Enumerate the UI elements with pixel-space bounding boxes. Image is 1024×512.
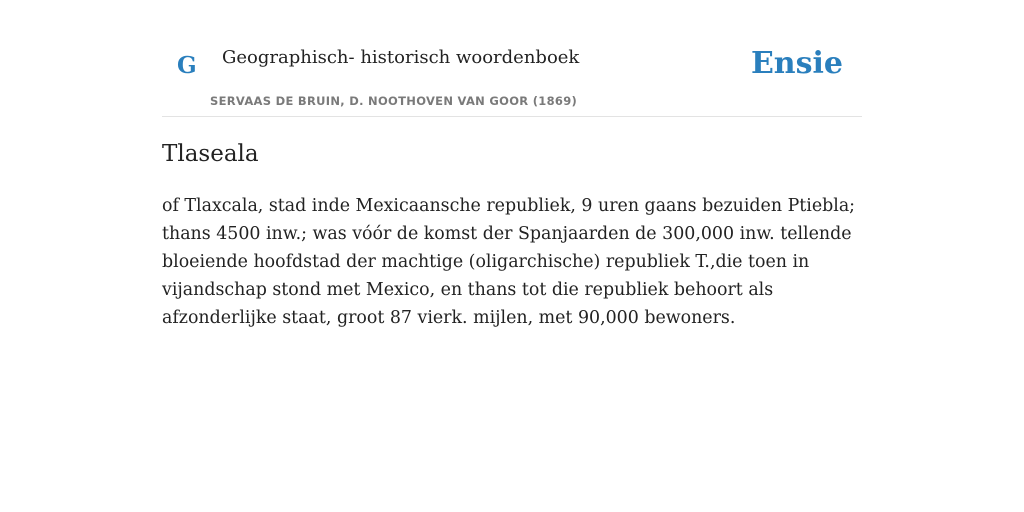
book-title-link[interactable]: Geographisch- historisch woordenboek <box>222 47 580 68</box>
ensie-logo-link[interactable]: Ensie <box>750 46 843 81</box>
entry-body: of Tlaxcala, stad inde Mexicaansche republiek, 9 uren gaans bezuiden Ptiebla; thans 4500 inw.; was vóór de komst der Spanjaarden de 300,000 inw. tellende bloeiende hoofdstad der machtige (oligarchische) republiek T.,die toen in vijandschap stond met Mexico, en thans tot die republiek behoort als afzonderlijke staat, groot 87 vierk. mijlen, met 90,000 bewoners. <box>162 196 856 328</box>
book-letter-icon[interactable]: G <box>177 52 197 79</box>
entry-title: Tlaseala <box>162 141 259 167</box>
book-authors: SERVAAS DE BRUIN, D. NOOTHOVEN VAN GOOR (1869) <box>210 94 578 108</box>
book-header <box>162 0 862 117</box>
